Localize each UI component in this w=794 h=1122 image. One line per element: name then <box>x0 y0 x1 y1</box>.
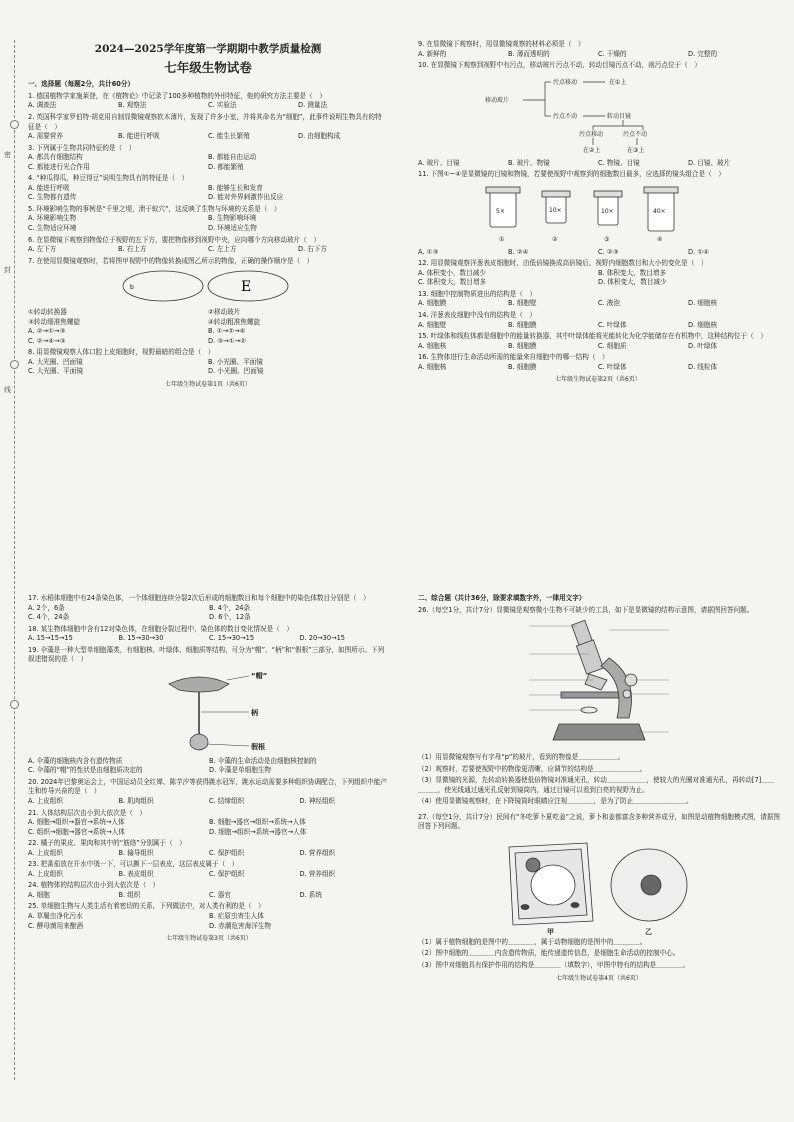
answer-option: A. 需要营养 <box>28 132 63 141</box>
q10-flow-diagram <box>483 74 713 156</box>
answer-option: C. 细胞质 <box>598 341 627 350</box>
question-list <box>418 40 778 71</box>
answer-option: C. 伞藻的“帽”的性状是由细胞质决定的 <box>28 766 143 775</box>
answer-option: D. 系统 <box>299 890 322 899</box>
figure-label: 甲 <box>547 927 554 935</box>
q19-options <box>28 757 390 776</box>
q7-options <box>28 327 388 346</box>
answer-option: B. 细胞膜 <box>508 320 537 329</box>
question-text: 3. 下列属于生物共同特征的是（ ） <box>28 143 136 152</box>
option-list <box>28 132 388 142</box>
question-text: 14. 洋葱表皮细胞中没有的结构是（ ） <box>418 311 537 320</box>
question-text: 13. 细胞中控制物质进出的结构是（ ） <box>418 289 537 298</box>
binding-margin <box>0 0 22 1122</box>
answer-option: D. 营养组织 <box>299 848 336 857</box>
answer-option: A. 伞藻的细胞核内含有遗传物质 <box>28 756 123 765</box>
question-text: 16. 生物体进行生命活动所需的能量来自细胞中的哪一结构（ ） <box>418 353 609 362</box>
question-text: 5. 环境影响生物的事例是“千里之堤，溃于蚁穴”，这反映了生物与环境的关系是（ ） <box>28 204 281 213</box>
answer-option: A. 细胞→组织→器官→系统→人体 <box>28 818 125 827</box>
answer-option: C. 结缔组织 <box>209 797 245 806</box>
flow-step: 污点移动 <box>579 130 604 138</box>
option-list <box>418 299 778 309</box>
answer-option: C. 实验法 <box>208 101 237 110</box>
q7-figure <box>108 269 308 305</box>
answer-option: A. 大光圈、凹面镜 <box>28 357 83 366</box>
answer-option: B. 疟原虫寄生人体 <box>209 912 264 921</box>
lens-label: ② <box>552 235 558 243</box>
answer-option: B. 细胞→器官→组织→系统→人体 <box>209 818 306 827</box>
answer-option: A. 细胞 <box>28 890 50 899</box>
option-list <box>28 891 390 901</box>
answer-option: D. 线粒体 <box>688 362 718 371</box>
answer-option: B. 15→30→30 <box>118 634 164 643</box>
answer-option: C. 保护组织 <box>209 848 245 857</box>
answer-option: D. 都能繁殖 <box>208 162 244 171</box>
answer-option: D. 6个，12条 <box>209 613 251 622</box>
side-mark: 密 <box>4 151 11 159</box>
subquestion: （2）图中细胞的＿＿＿＿内含遗传物质，能传递遗传信息，是细胞生命活动的控制中心。 <box>418 949 680 958</box>
page-footer: 七年级生物试卷第4页（共6页） <box>556 974 642 982</box>
answer-option: D. 神经组织 <box>299 797 336 806</box>
question-text: 2. 英国科学家罗伯特·胡克用自制显微镜观察软木薄片，发现了许多小室，并将其命名为“细胞”，此事件说明生物具有的特征是（ ） <box>28 112 382 131</box>
option-list <box>28 604 390 623</box>
question-27: 27.（每空1分，共计7分）民间有“冬吃萝卜夏吃姜”之说，萝卜和姜都富含多种营养成分，如图是动植物细胞模式图，请据图回答下列问题。 <box>418 812 780 831</box>
flow-step: 在①上 <box>609 78 627 86</box>
answer-option: D. 由细胞构成 <box>298 132 341 141</box>
option-list <box>418 50 778 60</box>
page-footer: 七年级生物试卷第2页（共6页） <box>555 376 641 384</box>
q19-acetabularia-figure <box>99 668 319 754</box>
question-text: 21. 人体结构层次由小到大依次是（ ） <box>28 808 147 817</box>
answer-option: D. 20→30→15 <box>299 634 345 643</box>
answer-option: B. 生物影响环境 <box>208 214 257 223</box>
section-heading: 一、选择题（每题2分，共计60分） <box>28 80 135 89</box>
question-text: 10. 在显微镜下观察到视野中有污点，移动玻片污点不动，转动目镜污点不动，则污点位于（ ） <box>418 61 701 70</box>
answer-option: D. 细胞→组织→系统→器官→人体 <box>209 827 307 836</box>
binding-dashed-line <box>14 40 15 1080</box>
exam-page-1 <box>28 38 388 518</box>
answer-option: C. 保护组织 <box>209 869 245 878</box>
option-list <box>28 214 388 233</box>
answer-option: C. 体积变大，数目增多 <box>418 278 487 287</box>
answer-option: C. 大光圈、平面镜 <box>28 367 83 376</box>
question-text: 1. 德国植物学家施莱登，在《植物论》中记录了100多种植物的外形特征，他的研究方法主要是（ ） <box>28 91 326 100</box>
lens-mag: 10× <box>549 206 562 214</box>
answer-option: A. 细胞膜 <box>418 299 447 308</box>
year-title: 2024—2025学年度第一学期期中教学质量检测 <box>94 43 322 55</box>
answer-option: D. 右下方 <box>298 245 328 254</box>
question-text: 24. 植物体的结构层次由小到大依次是（ ） <box>28 881 160 890</box>
answer-option: A. 调查法 <box>28 101 57 110</box>
answer-option: A. 上皮组织 <box>28 797 63 806</box>
answer-option: C. ②→④→③ <box>28 336 66 345</box>
question-text: 23. 把番茄放在开水中烫一下，可以撕下一层表皮，这层表皮属于（ ） <box>28 860 239 869</box>
option-list <box>28 101 388 111</box>
option-list <box>28 153 388 172</box>
exam-page-3 <box>28 592 390 1092</box>
answer-option: B. 细胞膜 <box>508 362 537 371</box>
question-text: 25. 单细胞生物与人类生活有着密切的关系，下列做法中，对人类有利的是（ ） <box>28 902 265 911</box>
answer-option: C. 干燥的 <box>598 49 627 58</box>
option-list <box>28 358 388 377</box>
question-list <box>418 259 778 372</box>
answer-option: C. 15→30→15 <box>209 634 255 643</box>
flow-step: 在②上 <box>583 146 601 154</box>
answer-option: C. 能生长繁殖 <box>208 132 250 141</box>
question-11: 11. 下图①~④是显微镜的目镜和物镜，若要使视野中观察到的细胞数目最多，应选择的镜头组合是（ ） <box>418 170 725 179</box>
question-text: 8. 用显微镜观察人体口腔上皮细胞时，视野最暗的组合是（ ） <box>28 348 215 357</box>
option-list <box>28 849 390 859</box>
answer-option: B. 小光圈、平面镜 <box>208 357 263 366</box>
question-text: 12. 用显微镜观察洋葱表皮细胞时，由低倍镜换成高倍镜后，视野内细胞数目和大小的变化是（ ） <box>418 259 708 268</box>
answer-option: D. 体积变大，数目减少 <box>598 278 667 287</box>
answer-option: D. 叶绿体 <box>688 341 718 350</box>
answer-option: C. 叶绿体 <box>598 362 627 371</box>
answer-option: A. 上皮组织 <box>28 848 63 857</box>
answer-option: ①转动转换器 <box>28 308 67 317</box>
page-footer: 七年级生物试卷第3页（共6页） <box>166 935 252 943</box>
answer-option: B. 细胞膜 <box>508 341 537 350</box>
option-list <box>28 797 390 807</box>
answer-option: A. ②→①→③ <box>28 327 66 336</box>
answer-option: B. 4个，24条 <box>209 603 251 612</box>
answer-option: A. 能进行呼吸 <box>28 183 70 192</box>
option-list <box>418 321 778 331</box>
answer-option: B. 薄而透明的 <box>508 49 550 58</box>
q11-lens-figure <box>478 183 718 245</box>
answer-option: B. 右上方 <box>118 245 147 254</box>
answer-option: B. 玻片、物镜 <box>508 158 550 167</box>
answer-option: A. 草履虫净化污水 <box>28 912 83 921</box>
question-text: 7. 在使用显微镜观察时，若将图甲视野中的物像转换成图乙所示的物像，正确的操作顺序是（ ） <box>28 256 314 265</box>
answer-option: B. 伞藻的生命活动是由细胞核控制的 <box>209 756 317 765</box>
answer-option: D. 测量法 <box>298 101 328 110</box>
question-26-subquestions <box>418 753 780 807</box>
answer-option: D. 赤潮危害海洋生物 <box>209 921 272 930</box>
answer-option: B. ①→②→④ <box>208 327 246 336</box>
flow-step: 污点移动 <box>553 78 578 86</box>
answer-option: C. 4个，24条 <box>28 613 70 622</box>
lens-label: ④ <box>657 235 663 243</box>
answer-option: D. 目镜、玻片 <box>688 158 731 167</box>
question-text: 15. 叶绿体和线粒体都是细胞中的能量转换器，其中叶绿体能将光能转化为化学能储存在有机物中，这种结构位于（ ） <box>418 332 767 341</box>
question-text: 4. “种瓜得瓜，种豆得豆”说明生物具有的特征是（ ） <box>28 174 189 183</box>
subquestion: （4）使用显微镜观察时，在下降镜筒时眼睛应注视＿＿＿＿，是为了防止＿＿＿＿＿＿＿＿。 <box>418 797 693 806</box>
answer-option: A. 细胞壁 <box>418 320 447 329</box>
option-list <box>28 245 388 255</box>
answer-option: D. 营养组织 <box>299 869 336 878</box>
option-list <box>418 363 778 373</box>
q10-options <box>418 159 778 169</box>
lens-mag: 10× <box>601 207 614 215</box>
subquestion: （1）用显微镜观察写有字母“p”的玻片，看到的物像是＿＿＿＿＿＿。 <box>418 753 625 762</box>
answer-option: D. 小光圈、凹面镜 <box>208 367 264 376</box>
q11-options <box>418 248 778 258</box>
answer-option: D. 能对外界刺激作出反应 <box>208 193 284 202</box>
answer-option: C. 物镜、目镜 <box>598 158 640 167</box>
answer-option: C. 组织→细胞→器官→系统→人体 <box>28 827 125 836</box>
figure-label: 假根 <box>251 742 265 751</box>
answer-option: D. 伞藻是单细胞生物 <box>209 766 272 775</box>
question-list <box>28 92 388 266</box>
answer-option: B. 能进行呼吸 <box>118 132 160 141</box>
answer-option: D. ①④ <box>688 247 710 256</box>
question-list <box>28 778 390 931</box>
q7-steps <box>28 308 388 327</box>
subquestion: （1）属于植物细胞的是图中的＿＿＿＿，属于动物细胞的是图中的＿＿＿＿。 <box>418 937 647 946</box>
answer-option: A. 都具有细胞结构 <box>28 153 83 162</box>
answer-option: C. 都能进行光合作用 <box>28 162 90 171</box>
answer-option: C. 左上方 <box>208 245 237 254</box>
flow-step: 污点不动 <box>553 112 578 120</box>
svg-text:E: E <box>241 279 252 296</box>
answer-option: A. 细胞核 <box>418 362 447 371</box>
cell-diagram-figure <box>489 835 709 935</box>
answer-option: A. 上皮组织 <box>28 869 63 878</box>
answer-option: D. ③→①→② <box>208 336 247 345</box>
answer-option: B. 观察法 <box>118 101 147 110</box>
answer-option: B. 都能自由运动 <box>208 153 257 162</box>
question-text: 19. 伞藻是一种大型单细胞藻类，有细胞核、叶绿体、细胞质等结构，可分为“帽”、“柄”和“假根”三部分，如图所示。下列叙述错误的是（ ） <box>28 645 385 664</box>
answer-option: A. ①③ <box>418 247 439 256</box>
exam-page-4 <box>418 592 780 1092</box>
binding-hole <box>10 120 19 129</box>
answer-option: C. ②③ <box>598 247 619 256</box>
question-text: 20. 2024年巴黎奥运会上，中国运动员全红婵、陈芋汐等获得跳水冠军，跳水运动需要多种组织协调配合，下列组织中能产生和传导兴奋的是（ ） <box>28 777 388 796</box>
lens-label: ③ <box>604 235 610 243</box>
answer-option: B. 表皮组织 <box>118 869 154 878</box>
lens-label: ① <box>499 235 505 243</box>
answer-option: ④转动粗准焦螺旋 <box>208 317 261 326</box>
binding-hole <box>10 360 19 369</box>
subquestion: （3）图中对细胞具有保护作用的结构是＿＿＿＿（填数字），甲图中特有的结构是＿＿＿＿。 <box>418 961 690 970</box>
question-8 <box>28 348 388 377</box>
answer-option: B. 输导组织 <box>118 848 154 857</box>
answer-option: D. 细胞核 <box>688 299 718 308</box>
section-heading: 二、综合题（共计36分，除要求填数字外，一律用文字） <box>418 594 586 602</box>
answer-option: A. 2个，6条 <box>28 603 65 612</box>
option-list <box>28 818 390 837</box>
option-list <box>28 912 390 931</box>
answer-option: B. ②④ <box>508 247 529 256</box>
answer-option: B. 肌肉组织 <box>118 797 154 806</box>
question-list <box>28 594 390 665</box>
flow-step: 移动玻片 <box>485 96 510 104</box>
answer-option: A. 细胞核 <box>418 341 447 350</box>
answer-option: B. 细胞壁 <box>508 299 537 308</box>
exam-title: 七年级生物试卷 <box>164 60 252 76</box>
subquestion: （2）观察时，若要使视野中的物像更清晰，应调节的结构是＿＿＿＿＿＿＿。 <box>418 764 647 773</box>
side-mark: 封 <box>4 266 11 274</box>
question-text: 6. 在显微镜下观察到物像位于视野的左下方，要把物像移到视野中央，应向哪个方向移动玻片（ ） <box>28 235 320 244</box>
subquestion: （3）显微镜的光源，先转动转换器使低倍物镜对准通光孔，转动＿＿＿＿＿＿，使较大的光圈对准通光孔，再转动[7]＿＿＿＿＿，使光线通过通光孔反射到镜筒内，通过目镜可以看到白亮的视野为止。 <box>418 776 775 794</box>
microscope-figure <box>489 618 709 750</box>
answer-option: C. 叶绿体 <box>598 320 627 329</box>
option-list <box>28 870 390 880</box>
flow-step: 在③上 <box>627 146 645 154</box>
lens-mag: 5× <box>496 207 505 215</box>
flow-step: 转动目镜 <box>607 112 632 120</box>
answer-option: C. 器官 <box>209 890 231 899</box>
page-footer: 七年级生物试卷第1页（共6页） <box>165 381 251 389</box>
question-text: 18. 某生物体细胞中含有12对染色体，在细胞分裂过程中，染色体的数目变化情况是（ ） <box>28 624 293 633</box>
answer-option: A. 左下方 <box>28 245 57 254</box>
figure-label: 柄 <box>251 708 258 717</box>
exam-page-2 <box>418 38 778 523</box>
answer-option: C. 液泡 <box>598 299 620 308</box>
figure-label: “帽” <box>251 671 268 680</box>
option-list <box>28 634 390 644</box>
question-27-subquestions <box>418 938 780 971</box>
question-text: 17. 水稻体细胞中有24条染色体，一个体细胞连续分裂2次后形成的细胞数目和每个细胞中的染色体数目分别是（ ） <box>28 594 370 602</box>
option-list <box>28 184 388 203</box>
answer-option: ③转动细准焦螺旋 <box>28 317 81 326</box>
lens-mag: 40× <box>653 207 666 215</box>
question-26: 26.（每空1分，共计7分）显微镜是观察微小生物不可缺少的工具，如下是显微镜的结构示意图，请据图回答问题。 <box>418 605 754 614</box>
question-text: 22. 橘子的果皮、果肉和其中的“筋络”分别属于（ ） <box>28 839 186 848</box>
answer-option: A. 玻片、目镜 <box>418 158 460 167</box>
answer-option: A. 环境影响生物 <box>28 214 77 223</box>
option-list <box>418 269 778 288</box>
figure-label: 乙 <box>645 927 652 935</box>
answer-option: B. 组织 <box>118 890 141 899</box>
binding-hole <box>10 700 19 709</box>
answer-option: C. 生物适应环境 <box>28 224 77 232</box>
answer-option: D. 细胞核 <box>688 320 718 329</box>
answer-option: A. 15→15→15 <box>28 634 73 643</box>
answer-option: A. 体积变小，数目减少 <box>418 268 486 277</box>
answer-option: ②移动玻片 <box>208 308 241 317</box>
answer-option: A. 新鲜的 <box>418 49 447 58</box>
answer-option: D. 环境适应生物 <box>208 224 257 232</box>
answer-option: B. 能够生长和发育 <box>208 183 263 192</box>
answer-option: B. 体积变大，数目增多 <box>598 268 667 277</box>
answer-option: D. 完整的 <box>688 49 718 58</box>
answer-option: C. 酵母菌用来酿酒 <box>28 921 83 930</box>
question-text: 9. 在显微镜下观察时，用显微镜观察的材料必须是（ ） <box>418 40 585 48</box>
option-list <box>418 342 778 352</box>
side-mark: 线 <box>4 386 11 394</box>
svg-text:b: b <box>130 284 134 292</box>
answer-option: C. 生物都有遗传 <box>28 193 77 202</box>
flow-step: 污点不动 <box>623 130 648 138</box>
